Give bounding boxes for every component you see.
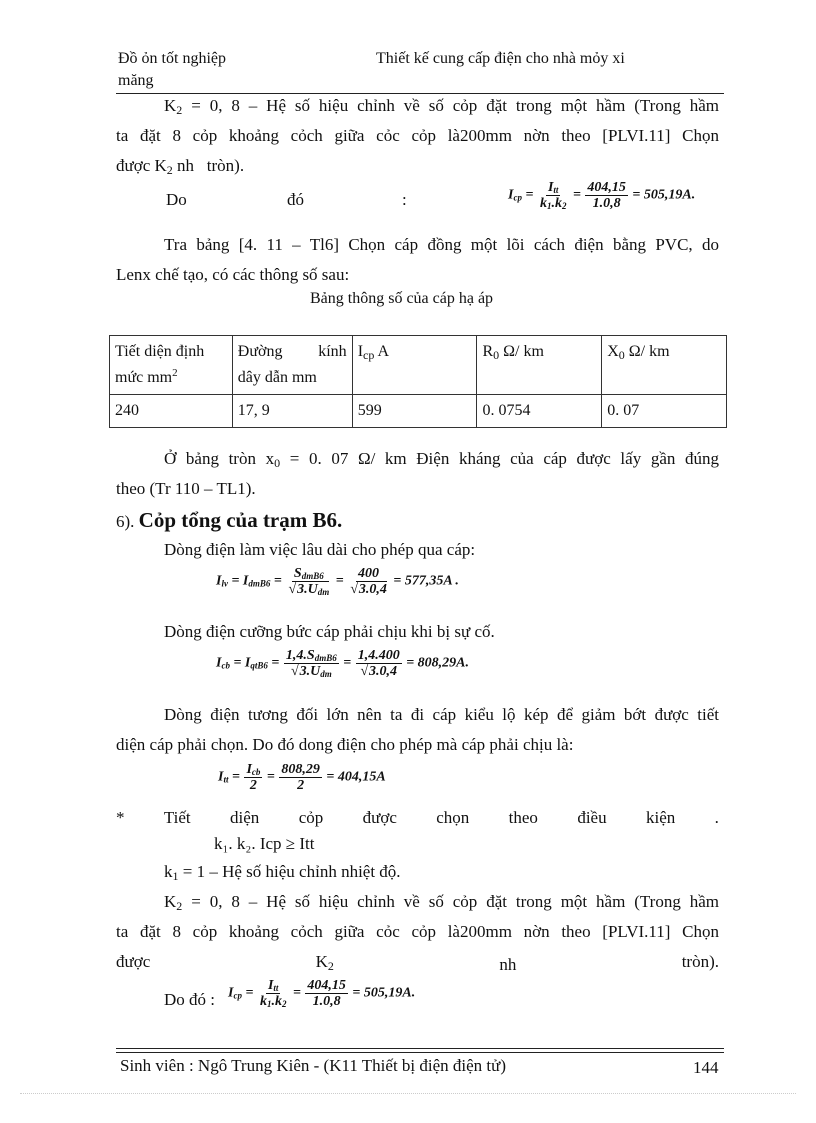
table-header-cell: Đường kính dây dẫn mm <box>232 336 352 395</box>
do-do-2-label: Do đó : <box>164 990 215 1009</box>
para-tra-bang-line1: Tra bảng [4. 11 – Tl6] Chọn cáp đồng một lõi cách điện bằng PVC, do <box>164 235 719 254</box>
table-header-cell: Tiết diện định mức $mm^2$ <box>110 336 233 395</box>
header-left: Đồ ỏn tốt nghiệp <box>118 50 226 67</box>
para-k2-line3: được $K_2$ nh tròn). <box>116 156 245 177</box>
table-cell: 0. 07 <box>602 395 727 428</box>
equation-ilv: $I_{lv} = I_{dmB6}$ = $\frac{S_{dmB6}}{√3.U_{dm}}$ = $\frac{400}{√3.0,4}$ = 577,35A . <box>216 566 459 597</box>
header-title: Thiết kế cung cấp điện cho nhà mỏy xi <box>376 50 625 67</box>
para-cuong-buc: Dòng điện cưỡng bức cáp phải chịu khi bị sự cố. <box>164 622 495 641</box>
table-cell: 240 <box>110 395 233 428</box>
equation-icp-2: $I_{cp}$ = $\frac{I_{tt}}{k_1.k_2}$ = $\frac{404,15}{1.0,8}$ = 505,19A. <box>228 978 416 1009</box>
table-header-cell: $I_{cp}$ A <box>352 336 477 395</box>
equation-itt: $I_{tt}$ = $\frac{I_{cb}}{2}$ = $\frac{808,29}{2}$ = 404,15A <box>218 762 386 793</box>
para-bang-tron-line1: Ở bảng tròn $x_0 = 0$. 07 Ω/ km Điện kháng của cáp được lấy gần đúng <box>164 449 719 470</box>
table-row <box>110 395 727 428</box>
header-left-cont: măng <box>118 72 154 89</box>
para-lau-dai: Dòng điện làm việc lâu dài cho phép qua cáp: <box>164 540 476 559</box>
table-header-cell: $R_0$ Ω/ km <box>477 336 602 395</box>
table-header-row <box>110 336 727 395</box>
colon: : <box>402 190 407 209</box>
table-cell: 0. 0754 <box>477 395 602 428</box>
footer-student: Sinh viên : Ngô Trung Kiên - (K11 Thiết bị điện điện tử) <box>120 1056 507 1075</box>
cable-spec-table <box>109 335 727 428</box>
equation-icp-1: $I_{cp}$ = $\frac{I_{tt}}{k_1.k_2}$ = $\frac{404,15}{1.0,8}$ = 505,19A. <box>508 180 696 211</box>
table-caption: Bảng thông số của cáp hạ áp <box>310 290 494 307</box>
para-tuong-doi-line2: diện cáp phải chọn. Do đó dong điện cho phép mà cáp phải chịu là: <box>116 735 574 754</box>
condition-formula: k₁. k₂. Icp ≥ Itt <box>214 834 315 853</box>
footer-rule-1 <box>116 1048 724 1049</box>
page-number: 144 <box>693 1058 719 1077</box>
para-tuong-doi-line1: Dòng điện tương đối lớn nên ta đi cáp kiểu lộ kép để giảm bớt được tiết <box>164 705 719 724</box>
para2-line1: $K_2 = 0$, 8 – Hệ số hiệu chỉnh về số cỏp đặt trong một hầm (Trong hầm <box>164 892 720 913</box>
footer-rule-2 <box>116 1052 724 1053</box>
do-word-2: đó <box>287 190 304 209</box>
condition-line: * Tiết diện cỏp được chọn theo điều kiện . <box>116 808 719 827</box>
para-bang-tron-line2: theo (Tr 110 – TL1). <box>116 479 256 498</box>
equation-icb: $I_{cb} = I_{qtB6}$ = $\frac{1,4.S_{dmB6}}{√3.U_{dm}}$ = $\frac{1,4.400}{√3.0,4}$ = 808,29A. <box>216 648 470 679</box>
section-heading: 6). Cỏp tổng của trạm B6. <box>116 508 343 532</box>
k1-line: $k_1 = 1$ – Hệ số hiệu chỉnh nhiệt độ. <box>164 862 401 883</box>
page-edge-divider <box>20 1093 796 1094</box>
para2-line2: ta đặt 8 cỏp khoảng cỏch giữa cỏc cỏp là200mm nờn theo [PLVI.11] Chọn <box>116 922 719 941</box>
para-k2-line2: ta đặt 8 cỏp khoảng cỏch giữa cỏc cỏp là200mm nờn theo [PLVI.11] Chọn <box>116 126 719 145</box>
table-header-cell: $X_0$ Ω/ km <box>602 336 727 395</box>
table-cell: 599 <box>352 395 477 428</box>
table-cell: 17, 9 <box>232 395 352 428</box>
do-word: Do <box>166 190 187 209</box>
para-tra-bang-line2: Lenx chế tạo, có các thông số sau: <box>116 265 350 284</box>
para-k2-line1: $K_2 = 0$, 8 – Hệ số hiệu chỉnh về số cỏp đặt trong một hầm (Trong hầm <box>164 96 720 117</box>
para2-line3: được $K_2$ nh tròn). <box>116 952 719 974</box>
